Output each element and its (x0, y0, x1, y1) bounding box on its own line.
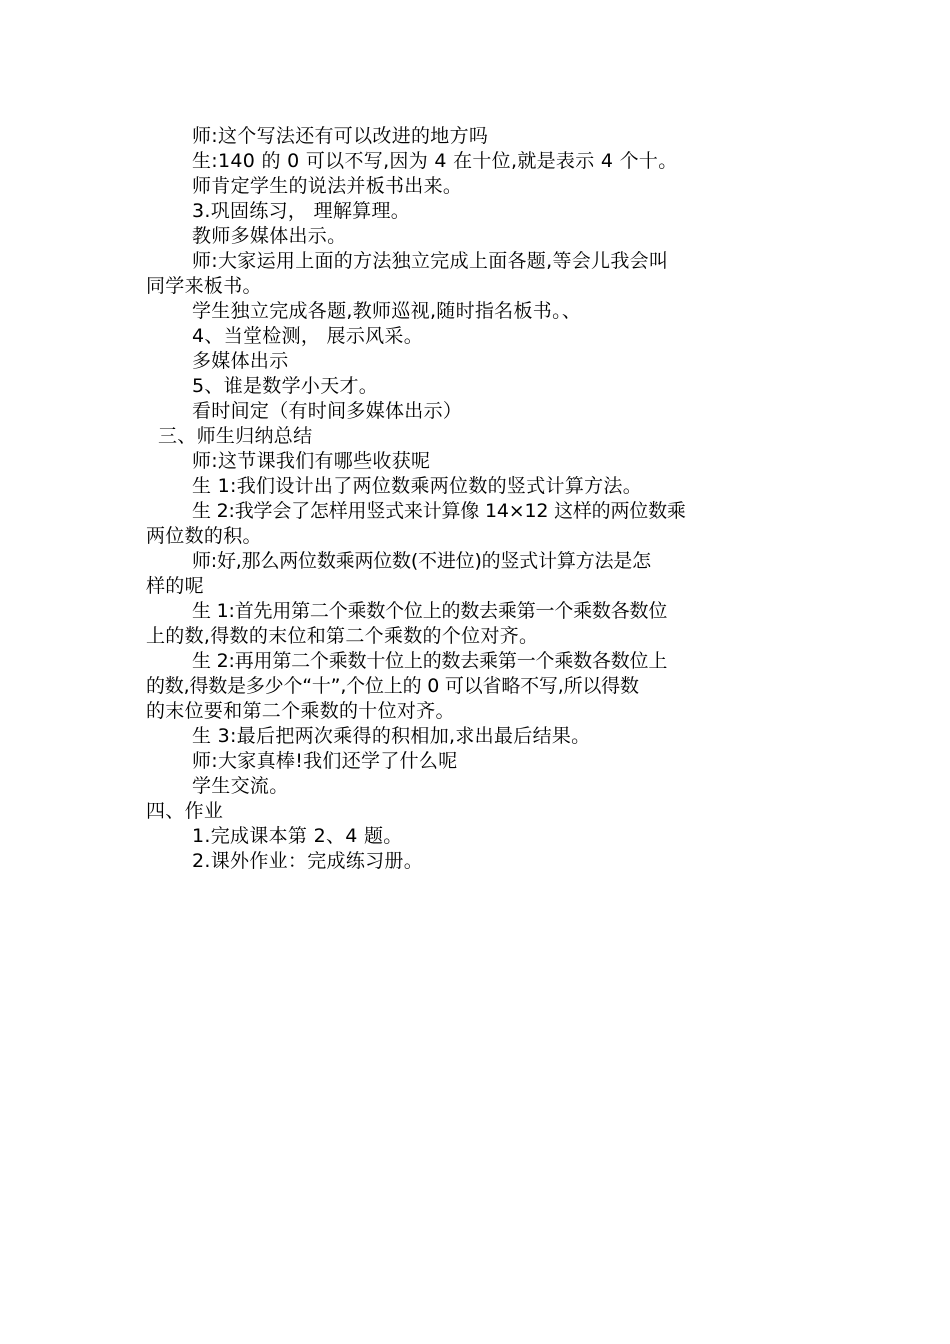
text-line: 生 2:我学会了怎样用竖式来计算像 14×12 这样的两位数乘 (192, 500, 686, 522)
text-line: 师:这节课我们有哪些收获呢 (192, 450, 431, 472)
text-line: 生 2:再用第二个乘数十位上的数去乘第一个乘数各数位上 (192, 650, 668, 672)
text-line: 生:140 的 0 可以不写,因为 4 在十位,就是表示 4 个十。 (192, 150, 678, 172)
text-line: 的末位要和第二个乘数的十位对齐。 (146, 700, 455, 722)
text-line: 5、谁是数学小天才。 (192, 375, 379, 397)
text-line: 同学来板书。 (146, 275, 262, 297)
section-heading: 三、师生归纳总结 (158, 425, 313, 447)
text-line: 学生独立完成各题,教师巡视,随时指名板书。、 (192, 300, 582, 322)
text-line: 师:大家运用上面的方法独立完成上面各题,等会儿我会叫 (192, 250, 669, 272)
text-line: 看时间定（有时间多媒体出示） (192, 400, 463, 422)
text-line: 多媒体出示 (192, 350, 289, 372)
text-line: 两位数的积。 (146, 525, 262, 547)
text-line: 生 1:首先用第二个乘数个位上的数去乘第一个乘数各数位 (192, 600, 668, 622)
text-line: 生 3:最后把两次乘得的积相加,求出最后结果。 (192, 725, 591, 747)
text-line: 学生交流。 (192, 775, 289, 797)
text-line: 1.完成课本第 2、4 题。 (192, 825, 403, 847)
text-line: 教师多媒体出示。 (192, 225, 347, 247)
text-line: 3.巩固练习， 理解算理。 (192, 200, 411, 222)
text-line: 4、当堂检测， 展示风采。 (192, 325, 424, 347)
text-line: 师:这个写法还有可以改进的地方吗 (192, 125, 489, 147)
text-line: 样的呢 (146, 575, 204, 597)
text-line: 2.课外作业：完成练习册。 (192, 850, 424, 872)
text-line: 上的数,得数的末位和第二个乘数的个位对齐。 (146, 625, 539, 647)
text-line: 的数,得数是多少个“十”,个位上的 0 可以省略不写,所以得数 (146, 675, 639, 697)
section-heading: 四、作业 (146, 800, 224, 822)
text-line: 师肯定学生的说法并板书出来。 (192, 175, 463, 197)
text-line: 师:好,那么两位数乘两位数(不进位)的竖式计算方法是怎 (192, 550, 651, 572)
text-line: 生 1:我们设计出了两位数乘两位数的竖式计算方法。 (192, 475, 643, 497)
text-line: 师:大家真棒!我们还学了什么呢 (192, 750, 458, 772)
